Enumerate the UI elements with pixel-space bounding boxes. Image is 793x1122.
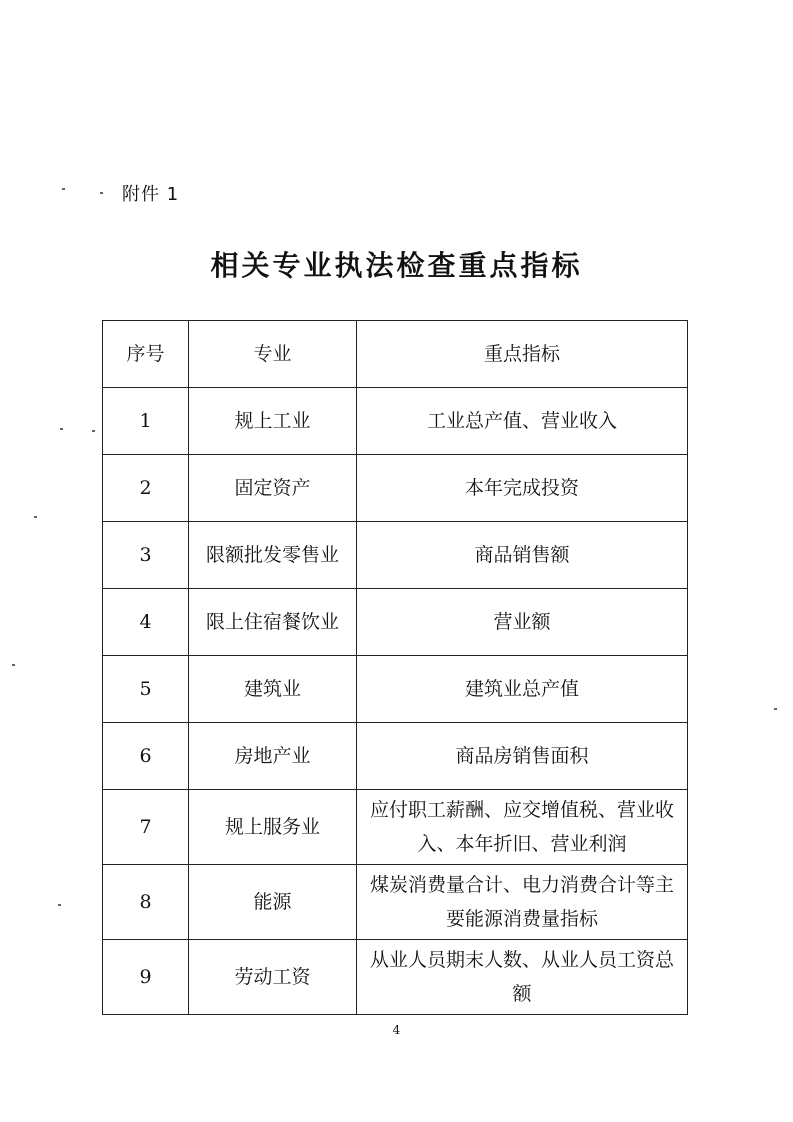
table-row — [103, 940, 688, 1015]
cell-seq: 6 — [103, 723, 189, 790]
cell-seq: 1 — [103, 388, 189, 455]
page-title: 相关专业执法检查重点指标 — [210, 249, 583, 282]
cell-specialty: 能源 — [189, 865, 357, 940]
table-row — [103, 656, 688, 723]
cell-seq: 8 — [103, 865, 189, 940]
table-row — [103, 522, 688, 589]
cell-indicators: 工业总产值、营业收入 — [357, 388, 688, 455]
table-row — [103, 589, 688, 656]
indicator-table — [102, 320, 688, 1015]
cell-seq: 7 — [103, 790, 189, 865]
scan-speck — [100, 192, 103, 194]
table-row — [103, 790, 688, 865]
table-row — [103, 865, 688, 940]
cell-indicators: 商品房销售面积 — [357, 723, 688, 790]
table-row — [103, 455, 688, 522]
cell-indicators: 本年完成投资 — [357, 455, 688, 522]
cell-seq: 4 — [103, 589, 189, 656]
cell-specialty: 规上服务业 — [189, 790, 357, 865]
cell-seq: 5 — [103, 656, 189, 723]
cell-specialty: 规上工业 — [189, 388, 357, 455]
cell-specialty: 固定资产 — [189, 455, 357, 522]
scan-speck — [774, 708, 777, 710]
table-header-row — [103, 321, 688, 388]
header-specialty: 专业 — [189, 321, 357, 388]
page-number: 4 — [392, 1023, 401, 1037]
cell-specialty: 建筑业 — [189, 656, 357, 723]
cell-seq: 3 — [103, 522, 189, 589]
table-row — [103, 388, 688, 455]
cell-specialty: 劳动工资 — [189, 940, 357, 1015]
scan-speck — [60, 428, 63, 430]
table-row — [103, 723, 688, 790]
scan-speck — [34, 516, 37, 518]
cell-indicators: 营业额 — [357, 589, 688, 656]
attachment-label: 附件 1 — [122, 184, 180, 205]
cell-indicators: 煤炭消费量合计、电力消费合计等主要能源消费量指标 — [357, 865, 688, 940]
cell-seq: 9 — [103, 940, 189, 1015]
cell-specialty: 限额批发零售业 — [189, 522, 357, 589]
scan-speck — [92, 430, 95, 432]
cell-indicators: 建筑业总产值 — [357, 656, 688, 723]
scan-speck — [62, 188, 65, 190]
cell-specialty: 房地产业 — [189, 723, 357, 790]
header-seq: 序号 — [103, 321, 189, 388]
scan-speck — [12, 664, 15, 666]
cell-specialty: 限上住宿餐饮业 — [189, 589, 357, 656]
header-indicators: 重点指标 — [357, 321, 688, 388]
scan-speck — [58, 904, 61, 906]
cell-seq: 2 — [103, 455, 189, 522]
cell-indicators: 应付职工薪酬、应交增值税、营业收入、本年折旧、营业利润 — [357, 790, 688, 865]
cell-indicators: 从业人员期末人数、从业人员工资总额 — [357, 940, 688, 1015]
cell-indicators: 商品销售额 — [357, 522, 688, 589]
